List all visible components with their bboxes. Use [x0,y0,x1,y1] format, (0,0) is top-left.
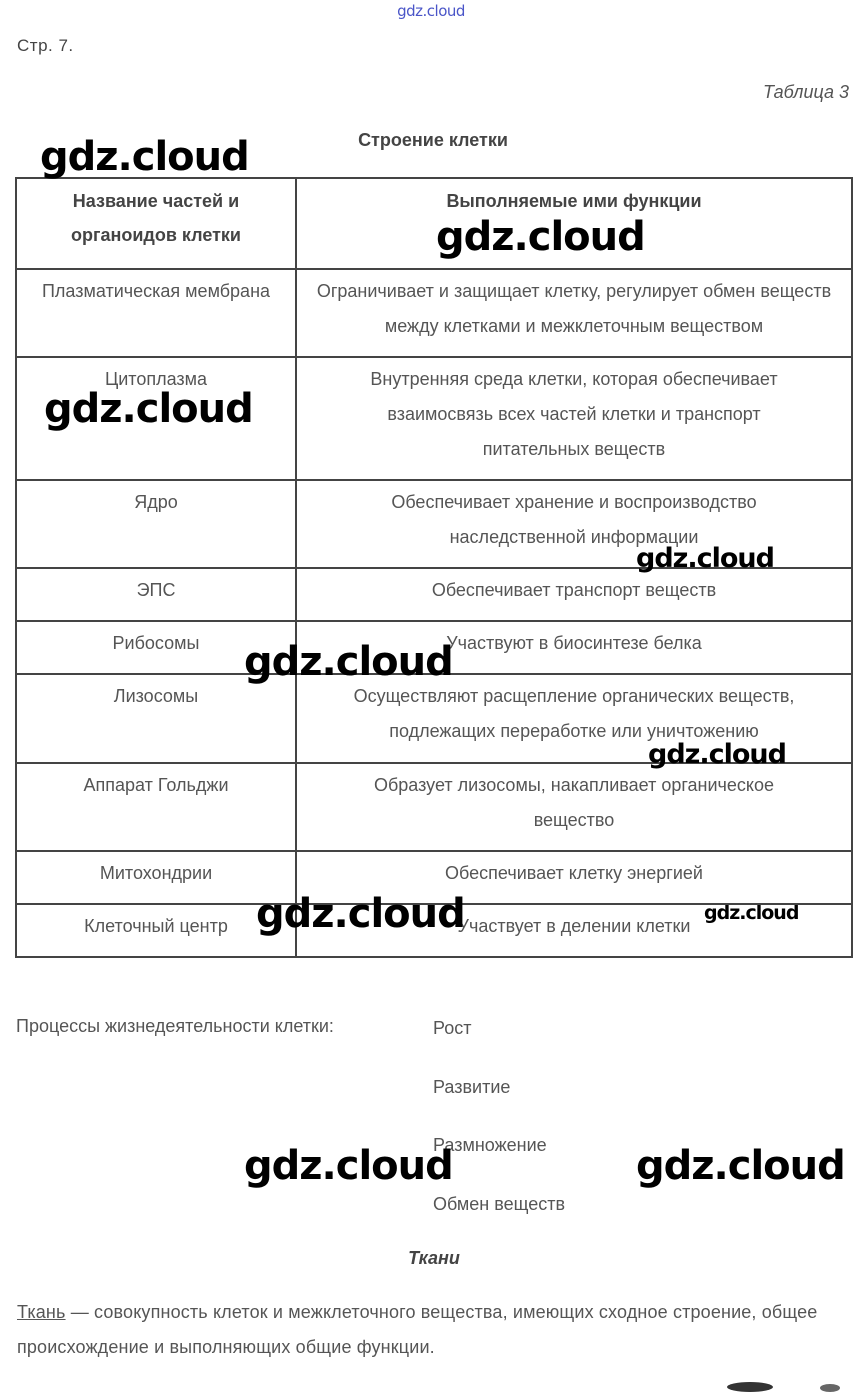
header-parts: Название частей и органоидов клетки [16,178,296,269]
list-item: Обмен веществ [433,1193,566,1214]
watermark: gdz.cloud [648,739,786,770]
table-number: Таблица 3 [762,82,849,102]
tissue-definition [17,1295,857,1365]
part-cell: Плазматическая мембрана [16,269,296,357]
watermark: gdz.cloud [40,134,249,180]
ink-blot [727,1382,773,1392]
watermark: gdz.cloud [44,386,253,432]
tissue-term: Ткань [17,1302,66,1322]
watermark: gdz.cloud [256,891,465,937]
tissue-definition-text: — совокупность клеток и межклеточного вещества, имеющих сходное строение, общее происхождение и выполняющих общие функции. [17,1302,818,1357]
part-cell: Лизосомы [16,674,296,763]
function-cell: Внутренняя среда клетки, которая обеспечивает взаимосвязь всех частей клетки и транспорт питательных веществ [296,357,852,480]
header-functions: Выполняемые ими функции [296,178,852,269]
function-cell: Образует лизосомы, накапливает органическое вещество [296,763,852,851]
top-watermark: gdz.cloud [397,2,465,20]
table-row [16,568,852,621]
ink-blot [820,1384,840,1392]
processes-label: Процессы жизнедеятельности клетки: [16,1016,334,1036]
list-item: Размножение [433,1135,547,1156]
function-cell: Осуществляют расщепление органических веществ, подлежащих переработке или уничтожению [296,674,852,763]
table-row [16,269,852,357]
tissue-heading: Ткани [408,1248,460,1268]
watermark: gdz.cloud [704,902,799,924]
watermark: gdz.cloud [244,1143,453,1189]
part-cell: Ядро [16,480,296,568]
watermark: gdz.cloud [636,543,774,574]
part-cell: Аппарат Гольджи [16,763,296,851]
part-cell: Рибосомы [16,621,296,674]
function-cell: Обеспечивает транспорт веществ [296,568,852,621]
part-cell: Цитоплазма [16,357,296,480]
table-row [16,763,852,851]
processes-list [433,1016,565,1250]
function-cell: Обеспечивает хранение и воспроизводство наследственной информации [296,480,852,568]
function-cell: Обеспечивает клетку энергией [296,851,852,904]
table-header-row [16,178,852,269]
page-reference: Стр. 7. [17,36,74,55]
function-cell: Участвуют в биосинтезе белка [296,621,852,674]
part-cell: ЭПС [16,568,296,621]
list-item: Рост [433,1018,472,1038]
function-cell: Участвует в делении клетки [296,904,852,957]
watermark: gdz.cloud [636,1143,845,1189]
watermark: gdz.cloud [244,639,453,685]
part-cell: Клеточный центр [16,904,296,957]
watermark: gdz.cloud [436,214,645,260]
part-cell: Митохондрии [16,851,296,904]
function-cell: Ограничивает и защищает клетку, регулирует обмен веществ между клетками и межклеточным веществом [296,269,852,357]
list-item: Развитие [433,1076,511,1097]
table-title: Строение клетки [358,130,508,150]
